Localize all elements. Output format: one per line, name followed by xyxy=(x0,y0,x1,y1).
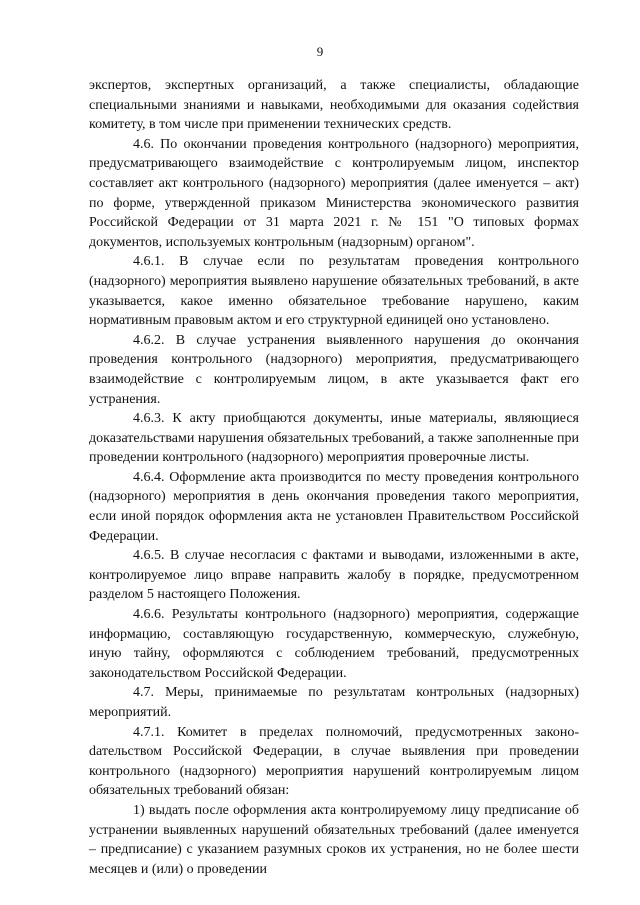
paragraph-4-6-5: 4.6.5. В случае несогласия с фактами и выводами, изложенными в акте, контролируемое лицо вправе направить жалобу в порядке, предусмотренном разделом 5 настоящего Положения. xyxy=(89,548,579,603)
paragraph-4-7-1: 4.7.1. Комитет в пределах полномочий, предусмотренных законоdательством Российской Федерации, в случае выявления при проведении контрольного (надзорного) мероприятия нарушений контролируемым лицом обязательных требований обязан: xyxy=(89,724,579,799)
page-number: 9 xyxy=(316,44,324,59)
paragraph-4-6-6: 4.6.6. Результаты контрольного (надзорного) мероприятия, содержащие информацию, составляющую государственную, коммерческую, служебную, иную тайну, оформляются с соблюдением требований, предусмотренных законодательством Российской Федерации. xyxy=(89,607,579,681)
paragraph-4-6-3: 4.6.3. К акту приобщаются документы, иные материалы, являющиеся доказательствами нарушения обязательных требований, а также заполненные при проведении контрольного (надзорного) мероприятия проверочные листы. xyxy=(89,411,579,466)
paragraph-4-7: 4.7. Меры, принимаемые по результатам контрольных (надзорных) мероприятий. xyxy=(89,685,579,720)
paragraph-4-6-4: 4.6.4. Оформление акта производится по месту проведения контрольного (надзорного) мероприятия в день окончания проведения такого мероприятия, если иной порядок оформления акта не установлен Правительством Российской Федерации. xyxy=(89,469,579,544)
paragraph-continuation: экспертов, экспертных организаций, а также специалисты, обладающие специальными знаниями и навыками, необходимыми для оказания содействия комитету, в том числе при применении технических средств. xyxy=(89,78,579,133)
paragraph-4-6-1: 4.6.1. В случае если по результатам проведения контрольного (надзорного) мероприятия выявлено нарушение обязательных требований, в акте указывается, какое именно обязательное требование нарушено, каким нормативным правовым актом и его структурной единицей оно установлено. xyxy=(89,254,579,329)
document-body xyxy=(89,76,579,879)
paragraph-4-6: 4.6. По окончании проведения контрольного (надзорного) мероприятия, предусматривающего взаимодействие с контролируемым лицом, инспектор составляет акт контрольного (надзорного) мероприятия (далее именуется – акт) по форме, утвержденной приказом Министерства экономического развития Российской Федерации от 31 марта 2021 г. № 151 "О типовых формах документов, используемых контрольным (надзорным) органом". xyxy=(89,136,579,250)
paragraph-item-1: 1) выдать после оформления акта контролируемому лицу предписание об устранении выявленных нарушений обязательных требований (далее именуется – предписание) с указанием разумных сроков их устранения, но не более шести месяцев и (или) о проведении xyxy=(89,802,579,877)
paragraph-4-6-2: 4.6.2. В случае устранения выявленного нарушения до окончания проведения контрольного (надзорного) мероприятия, предусматривающего взаимодействие с контролируемым лицом, в акте указывается факт его устранения. xyxy=(89,332,579,407)
